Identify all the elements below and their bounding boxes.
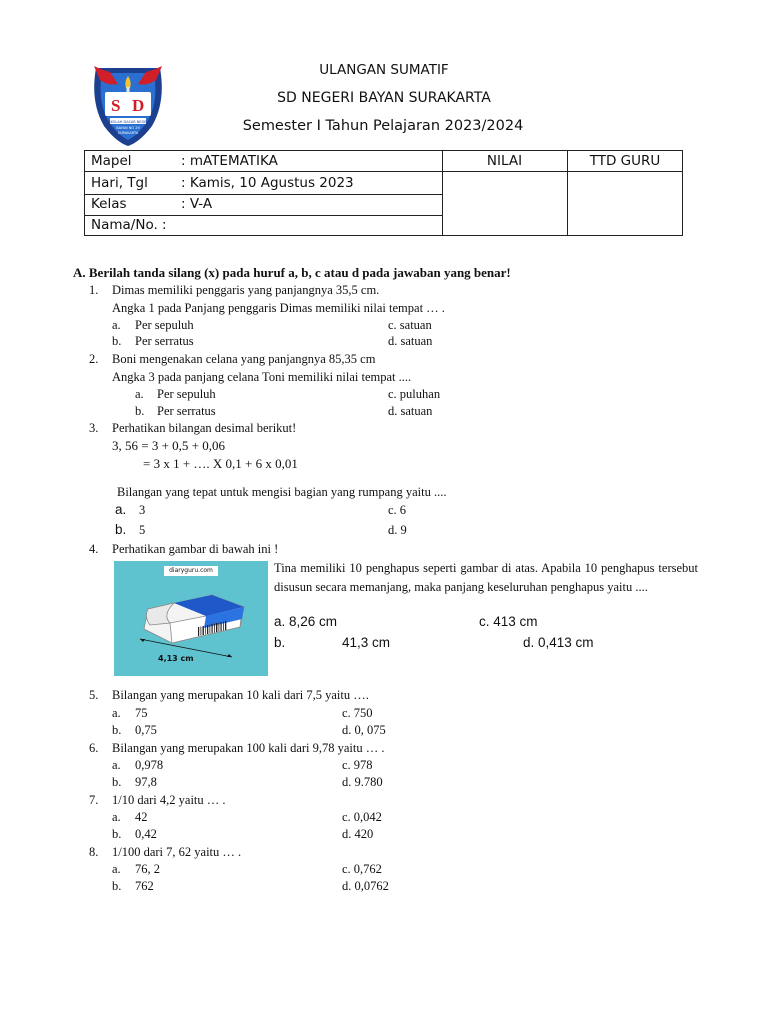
question-paragraph: Tina memiliki 10 penghapus seperti gambar di atas. Apabila 10 penghapus tersebut disusun secara memanjang, maka panjang keseluruhan penghapus yaitu .... [274, 561, 698, 594]
option-d[interactable]: d. 0, 075 [342, 723, 386, 737]
ttd-guru-field[interactable] [568, 172, 682, 235]
svg-text:S: S [111, 96, 121, 115]
option-label: a. [112, 758, 121, 772]
mapel-value: : mATEMATIKA [181, 153, 278, 169]
figure-measurement: 4,13 cm [158, 654, 194, 663]
equation-line: 3, 56 = 3 + 0,5 + 0,06 [112, 438, 225, 453]
option-a[interactable]: Per sepuluh [135, 318, 194, 332]
section-a-instruction: A. Berilah tanda silang (x) pada huruf a, b, c atau d pada jawaban yang benar! [73, 265, 511, 280]
question-text: Perhatikan bilangan desimal berikut! [112, 421, 297, 435]
option-c[interactable]: c. 0,042 [342, 810, 382, 824]
exam-title: ULANGAN SUMATIF [319, 62, 449, 78]
option-c[interactable]: c. 6 [388, 503, 407, 517]
option-label: a. [112, 862, 121, 876]
eraser-illustration [114, 561, 268, 676]
hari-value: : Kamis, 10 Agustus 2023 [181, 175, 354, 191]
semester-line: Semester I Tahun Pelajaran 2023/2024 [242, 118, 524, 134]
option-a[interactable]: 3 [139, 503, 146, 517]
option-d[interactable]: d. 9 [388, 523, 407, 537]
option-label: b. [274, 635, 286, 650]
kelas-value: : V-A [181, 196, 213, 212]
figure-watermark: diaryguru.com [164, 566, 218, 576]
option-a[interactable]: a. 8,26 cm [274, 614, 338, 629]
hari-label: Hari, Tgl [91, 175, 148, 191]
nilai-header: NILAI [486, 153, 523, 169]
question-number: 2. [89, 352, 99, 366]
table-divider [85, 171, 442, 172]
option-b[interactable]: 97,8 [135, 775, 157, 789]
option-label: a. [135, 387, 144, 401]
question-number: 5. [89, 688, 99, 702]
svg-text:BAYAN NO 29: BAYAN NO 29 [116, 126, 140, 130]
table-divider [85, 215, 442, 216]
mapel-label: Mapel [91, 153, 132, 169]
option-c[interactable]: c. 0,762 [342, 862, 382, 876]
school-name: SD NEGERI BAYAN SURAKARTA [277, 90, 491, 106]
option-a[interactable]: 0,978 [135, 758, 164, 772]
option-label: a. [112, 810, 121, 824]
option-label: a. [115, 502, 127, 517]
option-d[interactable]: d. 0,0762 [342, 879, 389, 893]
question-number: 8. [89, 845, 99, 859]
option-d[interactable]: d. 0,413 cm [523, 635, 594, 650]
question-text: Dimas memiliki penggaris yang panjangnya 35,5 cm. [112, 283, 380, 297]
equation-line: = 3 x 1 + …. X 0,1 + 6 x 0,01 [143, 456, 298, 471]
question-text: 1/100 dari 7, 62 yaitu … . [112, 845, 242, 859]
question-text: Angka 3 pada panjang celana Toni memiliki nilai tempat .... [112, 370, 412, 384]
option-label: b. [112, 827, 122, 841]
ttd-guru-header: TTD GURU [589, 153, 661, 169]
option-b[interactable]: Per serratus [157, 404, 216, 418]
svg-text:SEKOLAH DASAR NEGERI: SEKOLAH DASAR NEGERI [106, 120, 150, 124]
question-text: Boni mengenakan celana yang panjangnya 85,35 cm [112, 352, 376, 366]
option-d[interactable]: d. satuan [388, 404, 433, 418]
option-c[interactable]: c. puluhan [388, 387, 441, 401]
question-text: 1/10 dari 4,2 yaitu … . [112, 793, 226, 807]
question-number: 1. [89, 283, 99, 297]
question-text: Angka 1 pada Panjang penggaris Dimas memiliki nilai tempat … . [112, 301, 445, 315]
option-a[interactable]: 42 [135, 810, 148, 824]
option-label: b. [112, 879, 122, 893]
option-label: a. [112, 706, 121, 720]
question-number: 7. [89, 793, 99, 807]
option-d[interactable]: d. 9.780 [342, 775, 383, 789]
option-label: b. [112, 334, 122, 348]
question-number: 6. [89, 741, 99, 755]
option-c[interactable]: c. 413 cm [479, 614, 538, 629]
table-divider [85, 194, 442, 195]
question-text: Bilangan yang tepat untuk mengisi bagian yang rumpang yaitu .... [117, 485, 447, 499]
question-text: Perhatikan gambar di bawah ini ! [112, 542, 279, 556]
svg-text:SURAKARTA: SURAKARTA [117, 131, 139, 135]
kelas-label: Kelas [91, 196, 127, 212]
option-c[interactable]: c. 750 [342, 706, 373, 720]
option-a[interactable]: 76, 2 [135, 862, 160, 876]
option-a[interactable]: 75 [135, 706, 148, 720]
question-text: Bilangan yang merupakan 10 kali dari 7,5 yaitu …. [112, 688, 369, 702]
option-c[interactable]: c. 978 [342, 758, 373, 772]
option-label: b. [135, 404, 145, 418]
option-b[interactable]: Per serratus [135, 334, 194, 348]
option-d[interactable]: d. 420 [342, 827, 374, 841]
option-a[interactable]: Per sepuluh [157, 387, 216, 401]
option-b[interactable]: 5 [139, 523, 146, 537]
option-label: a. [112, 318, 121, 332]
option-label: b. [112, 775, 122, 789]
question-number: 3. [89, 421, 99, 435]
svg-text:D: D [132, 96, 145, 115]
option-b[interactable]: 0,75 [135, 723, 157, 737]
option-d[interactable]: d. satuan [388, 334, 433, 348]
option-c[interactable]: c. satuan [388, 318, 432, 332]
option-b[interactable]: 41,3 cm [342, 635, 391, 650]
info-table [84, 150, 683, 236]
nilai-field[interactable] [443, 172, 566, 235]
question-text: Bilangan yang merupakan 100 kali dari 9,78 yaitu … . [112, 741, 385, 755]
option-b[interactable]: 762 [135, 879, 154, 893]
question-number: 4. [89, 542, 99, 556]
nama-label: Nama/No. : [91, 217, 167, 233]
option-label: b. [115, 522, 127, 537]
option-b[interactable]: 0,42 [135, 827, 157, 841]
option-label: b. [112, 723, 122, 737]
